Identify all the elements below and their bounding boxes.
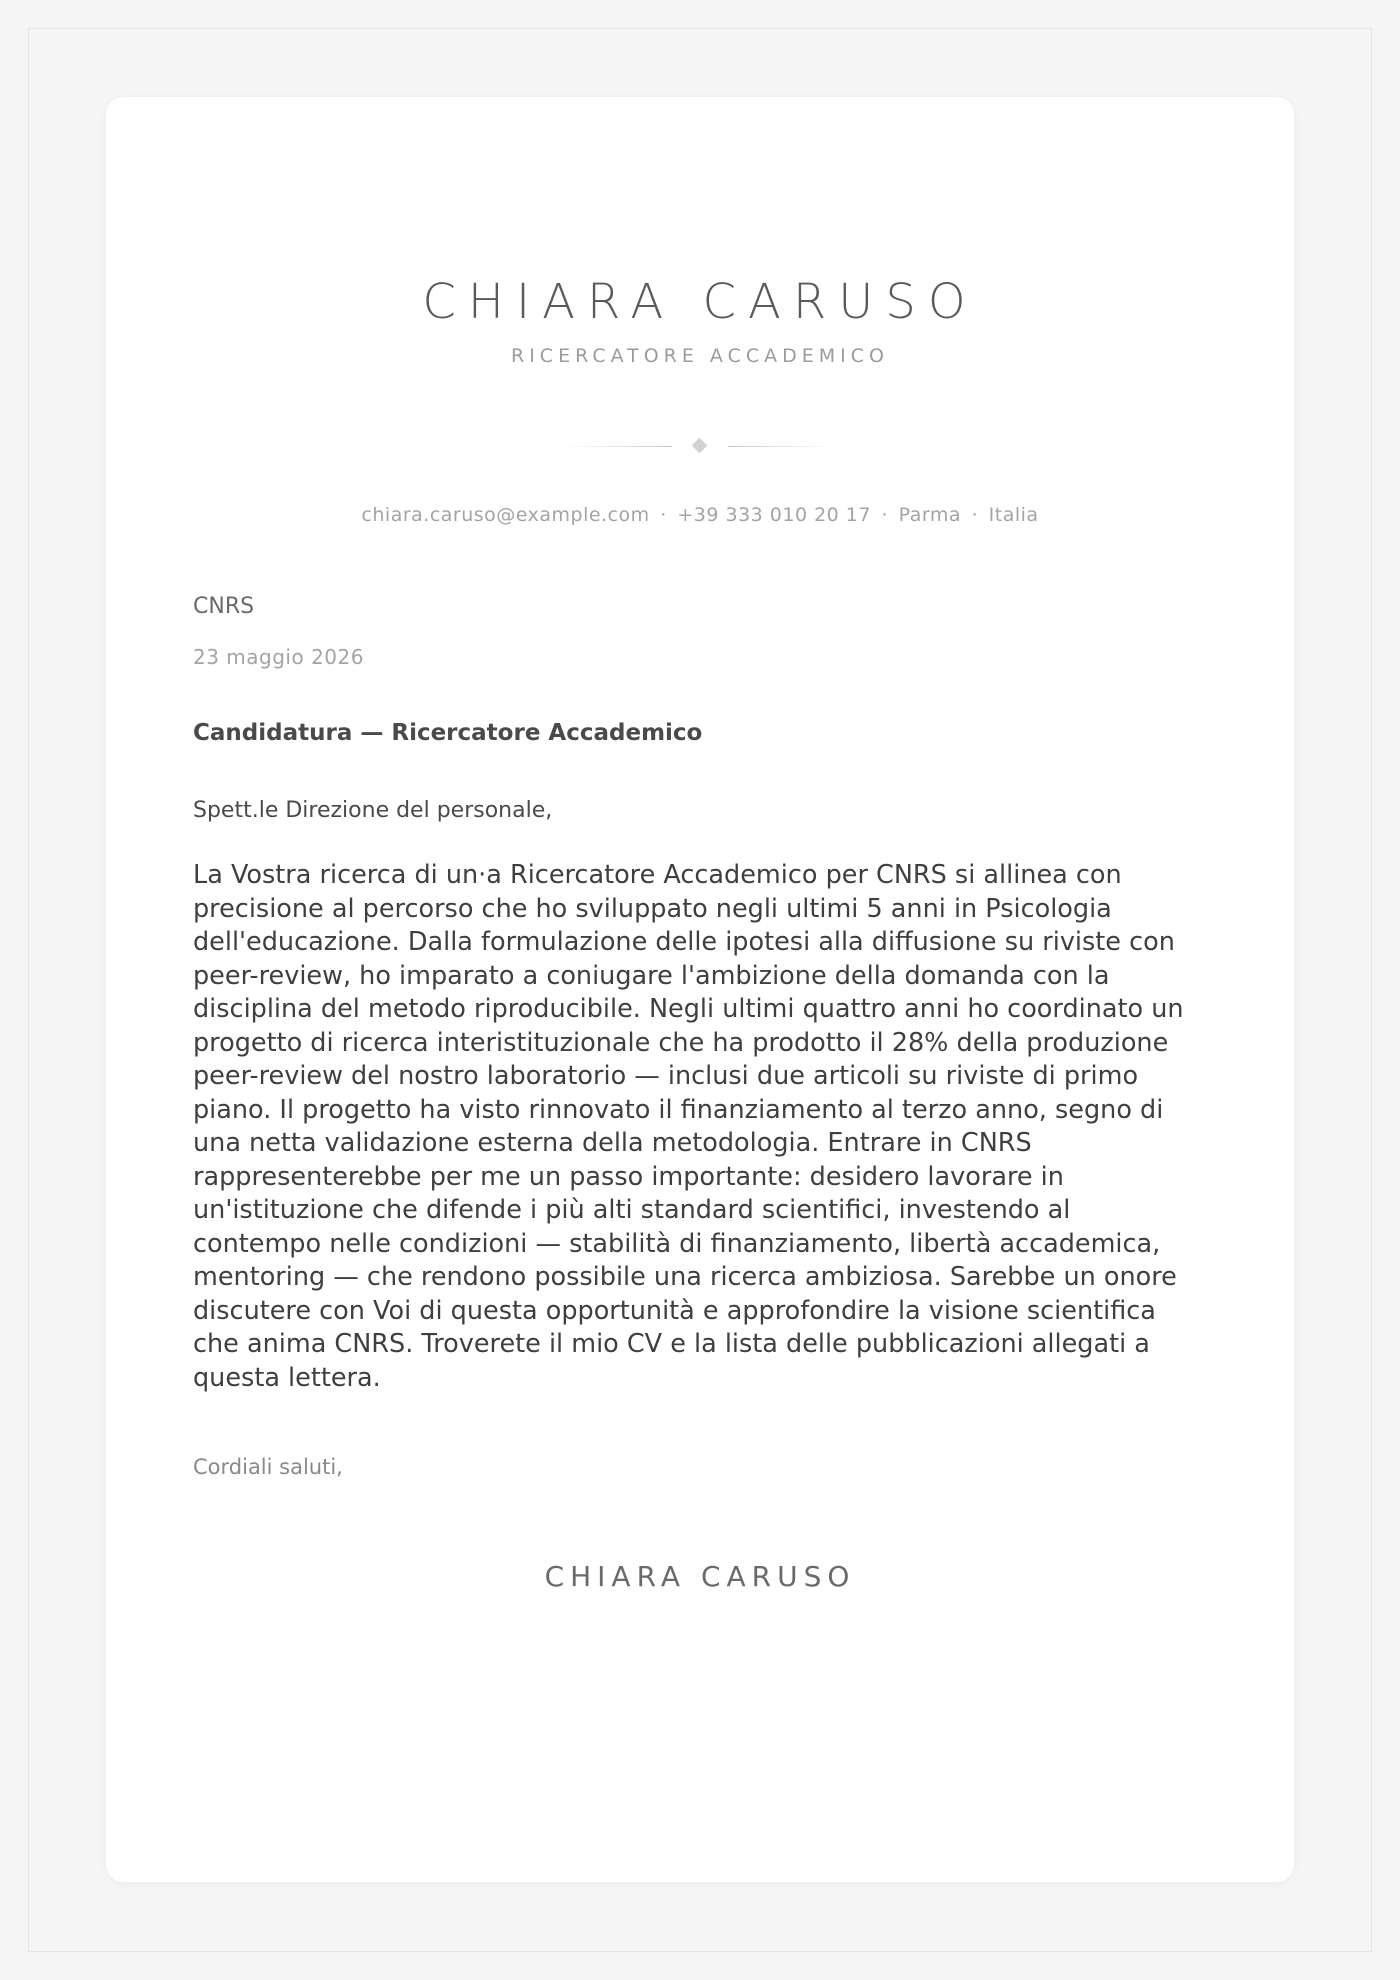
contact-country: Italia: [988, 504, 1039, 526]
letter-subject: Candidatura — Ricercatore Accademico: [193, 720, 703, 746]
diamond-ornament-icon: [692, 438, 708, 454]
closing: Cordiali saluti,: [193, 1455, 343, 1479]
letter-date: 23 maggio 2026: [193, 645, 364, 669]
header-divider: [106, 436, 1294, 456]
signature: CHIARA CARUSO: [544, 1560, 856, 1593]
contact-city: Parma: [898, 504, 962, 526]
letter-body: La Vostra ricerca di un·a Ricercatore Accademico per CNRS si allinea con precisione al percorso che ho sviluppato negli ultimi 5 anni in Psicologia dell'educazione. Dalla formulazione delle ipotesi alla diffusione su riviste con peer-review, ho imparato a coniugare l'ambizione della domanda con la disciplina del metodo riproducibile. Negli ultimi quattro anni ho coordinato un progetto di ricerca interistituzionale che ha prodotto il 28% della produzione peer-review del nostro laboratorio — inclusi due articoli su riviste di primo piano. Il progetto ha visto rinnovato il finanziamento al terzo anno, segno di una netta validazione esterna della metodologia. Entrare in CNRS rappresenterebbe per me un passo importante: desidero lavorare in un'istituzione che difende i più alti standard scientifici, investendo al contempo nelle condizioni — stabilità di finanziamento, libertà accademica, mentoring — che rendono possibile una ricerca ambiziosa. Sarebbe un onore discutere con Voi di questa opportunità e approfondire la visione scientifica che anima CNRS. Troverete il mio CV e la lista delle pubblicazioni allegati a questa lettera.: [193, 860, 1184, 1393]
letter-card: [106, 97, 1294, 1882]
salutation: Spett.le Direzione del personale,: [193, 798, 553, 823]
sender-name: CHIARA CARUSO: [422, 274, 978, 330]
divider-line-right: [728, 446, 836, 447]
contact-separator: ·: [971, 504, 979, 526]
divider-line-left: [564, 446, 672, 447]
contact-separator: ·: [660, 504, 667, 526]
sender-role: RICERCATORE ACCADEMICO: [511, 345, 889, 367]
contact-phone[interactable]: +39 333 010 20 17: [677, 504, 871, 526]
contact-line: [106, 500, 1294, 530]
recipient: CNRS: [193, 594, 255, 619]
contact-separator: ·: [881, 504, 889, 526]
contact-email[interactable]: chiara.caruso@example.com: [361, 504, 650, 526]
